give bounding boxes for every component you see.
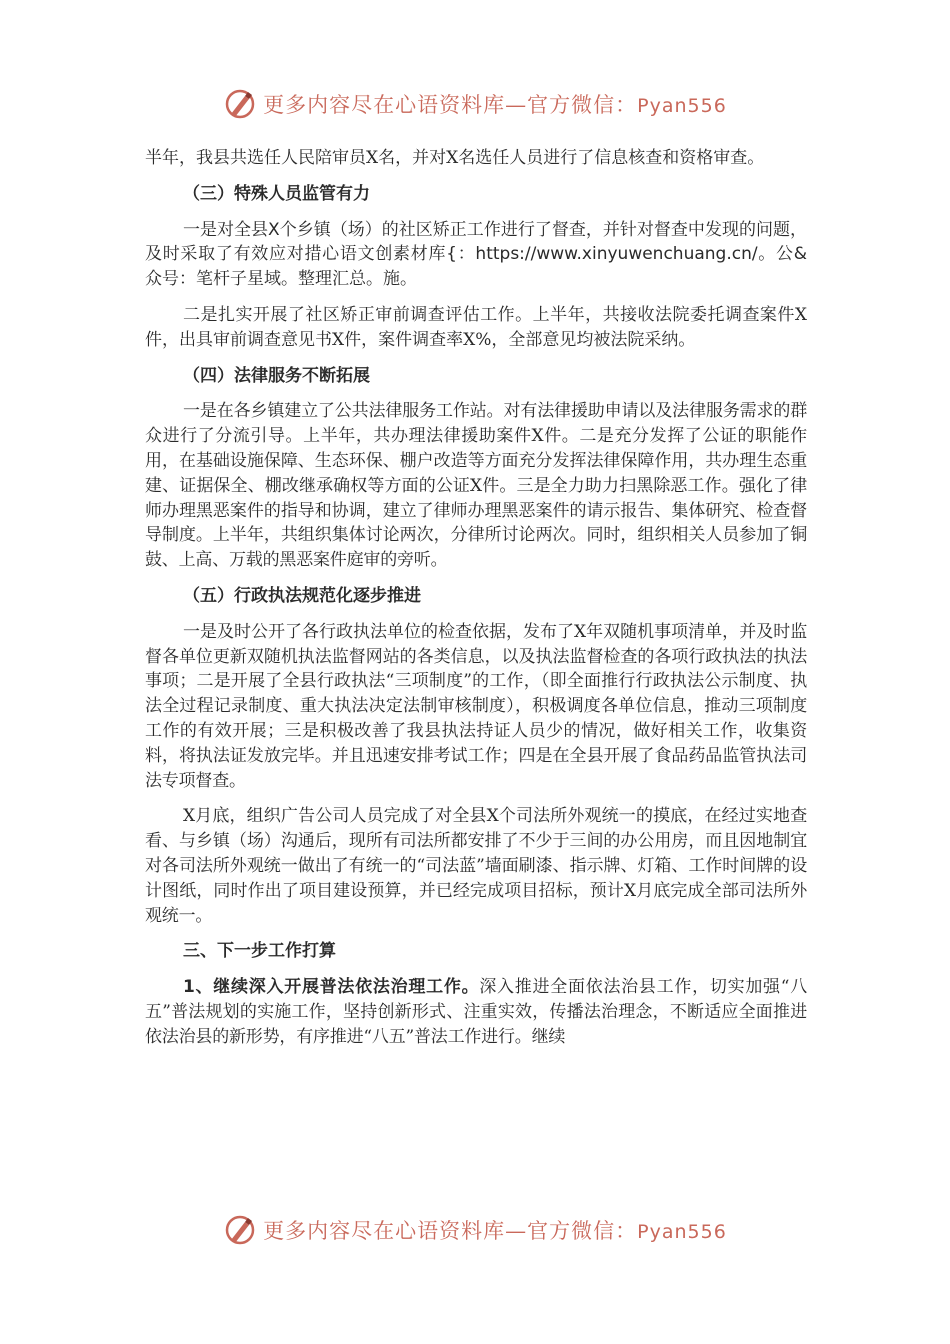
header-watermark-banner	[0, 82, 950, 126]
paragraph: 半年，我县共选任人民陪审员X名，并对X名选任人员进行了信息核查和资格审查。	[145, 148, 765, 168]
paragraph-lead: 1、继续深入开展普法依法治理工作。	[183, 977, 480, 998]
pen-logo-icon	[223, 1213, 257, 1247]
document-body	[145, 146, 807, 1061]
paragraph: 一是对全县X个乡镇（场）的社区矫正工作进行了督查，并针对督查中发现的问题，及时采取了有效应对措心语文创素材库{：https://www.xinyuwenchuang.cn/。公&众号：笔杆子星域。整理汇总。施。	[145, 219, 807, 290]
section-heading: （五）行政执法规范化逐步推进	[183, 585, 421, 606]
section-heading: 三、下一步工作打算	[183, 941, 336, 962]
paragraph: 一是及时公开了各行政执法单位的检查依据，发布了X年双随机事项清单，并及时监督各单位更新双随机执法监督网站的各类信息，以及执法监督检查的各项行政执法的执法事项；二是开展了全县行政执法“三项制度”的工作，（即全面推行行政执法公示制度、执法全过程记录制度、重大执法决定法制审核制度），积极调度各单位信息，推动三项制度工作的有效开展；三是积极改善了我县执法持证人员少的情况，做好相关工作，收集资料，将执法证发放完毕。并且迅速安排考试工作；四是在全县开展了食品药品监管执法司法专项督查。	[145, 621, 807, 791]
paragraph-body: 深入推进全面依法治县工作，切实加强“八五”普法规划的实施工作，坚持创新形式、注重实效，传播法治理念，不断适应全面推进依法治县的新形势，有序推进“八五”普法工作进行。继续	[145, 977, 808, 1047]
banner-text: 更多内容尽在心语资料库—官方微信：Pyan556	[263, 93, 727, 117]
paragraph: 二是扎实开展了社区矫正审前调查评估工作。上半年，共接收法院委托调查案件X件，出具审前调查意见书X件，案件调查率X%，全部意见均被法院采纳。	[145, 304, 807, 350]
section-heading: （四）法律服务不断拓展	[183, 365, 370, 386]
paragraph: 一是在各乡镇建立了公共法律服务工作站。对有法律援助申请以及法律服务需求的群众进行了分流引导。上半年，共办理法律援助案件X件。二是充分发挥了公证的职能作用，在基础设施保障、生态环保、棚户改造等方面充分发挥法律保障作用，共办理生态重建、证据保全、棚改继承确权等方面的公证X件。三是全力助力扫黑除恶工作。强化了律师办理黑恶案件的指导和协调，建立了律师办理黑恶案件的请示报告、集体研究、检查督导制度。上半年，共组织集体讨论两次，分律所讨论两次。同时，组织相关人员参加了铜鼓、上高、万载的黑恶案件庭审的旁听。	[145, 401, 807, 571]
pen-logo-icon	[223, 87, 257, 121]
banner-text: 更多内容尽在心语资料库—官方微信：Pyan556	[263, 1219, 727, 1243]
section-heading: （三）特殊人员监管有力	[183, 183, 370, 204]
paragraph	[145, 975, 807, 1049]
paragraph: X月底，组织广告公司人员完成了对全县X个司法所外观统一的摸底，在经过实地查看、与乡镇（场）沟通后，现所有司法所都安排了不少于三间的办公用房，而且因地制宜对各司法所外观统一做出了有统一的“司法蓝”墙面刷漆、指示牌、灯箱、工作时间牌的设计图纸，同时作出了项目建设预算，并已经完成项目招标，预计X月底完成全部司法所外观统一。	[145, 806, 807, 926]
footer-watermark-banner	[0, 1208, 950, 1252]
